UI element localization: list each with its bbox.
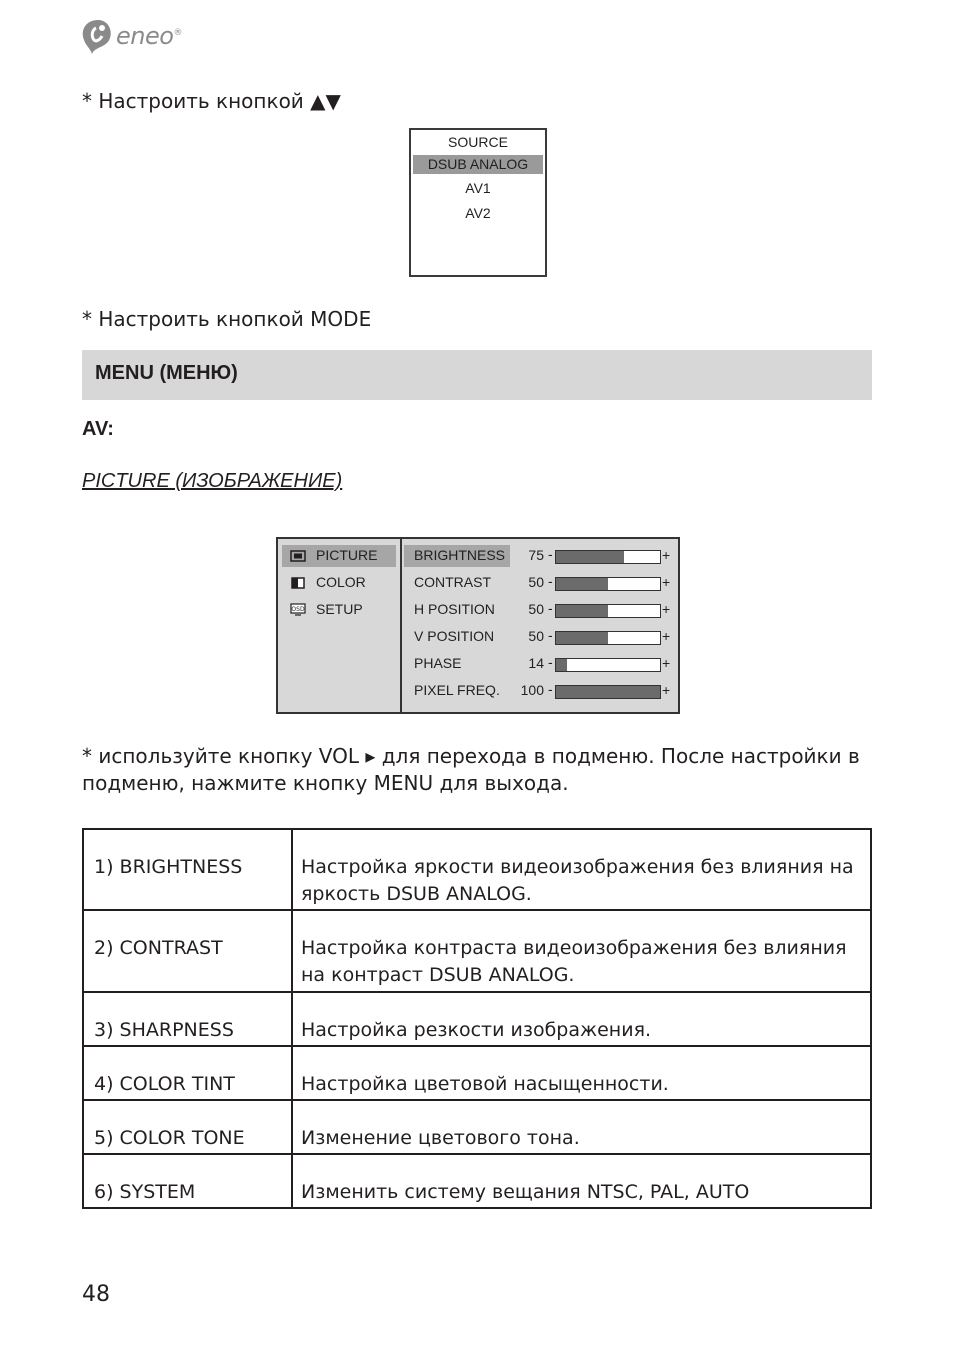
param-name: PIXEL FREQ. [414, 682, 500, 698]
eneo-logo-icon [80, 18, 116, 58]
plus-icon: + [662, 547, 671, 563]
osd-setup-icon [290, 603, 306, 617]
slider-fill [556, 578, 608, 590]
param-value: 50 [528, 601, 544, 617]
sidebar-label: SETUP [316, 601, 363, 617]
param-name: PHASE [414, 655, 462, 671]
param-name: BRIGHTNESS [414, 547, 506, 563]
minus-icon: - [548, 573, 553, 589]
av-label: AV: [82, 418, 114, 440]
sidebar-item-picture[interactable] [282, 545, 396, 567]
color-icon [290, 577, 306, 589]
plus-icon: + [662, 601, 671, 617]
table-desc: Настройка контраста видеоизображения без влияния на контраст DSUB ANALOG. [292, 910, 871, 992]
table-desc: Изменить систему вещания NTSC, PAL, AUTO [292, 1154, 871, 1208]
logo-text: eneo® [116, 22, 182, 50]
plus-icon: + [662, 628, 671, 644]
slider-fill [556, 659, 567, 671]
table-row [83, 829, 871, 910]
minus-icon: - [548, 681, 553, 697]
param-slider[interactable] [555, 550, 661, 564]
minus-icon: - [548, 654, 553, 670]
param-slider[interactable] [555, 685, 661, 699]
source-item-dsub[interactable]: DSUB ANALOG [413, 155, 543, 174]
slider-fill [556, 605, 608, 617]
sidebar-label: PICTURE [316, 547, 378, 563]
param-name: V POSITION [414, 628, 495, 644]
param-v-position[interactable] [404, 626, 676, 648]
monitor-icon [290, 550, 306, 562]
table-key: 4) COLOR TINT [83, 1046, 292, 1100]
param-name: CONTRAST [414, 574, 491, 590]
table-key: 1) BRIGHTNESS [83, 829, 292, 910]
param-value: 100 [520, 682, 544, 698]
sidebar-label: COLOR [316, 574, 366, 590]
section-title: MENU (МЕНЮ) [95, 362, 238, 384]
sidebar-item-setup[interactable] [282, 599, 396, 621]
source-menu-title: SOURCE [448, 134, 508, 150]
table-key: 5) COLOR TONE [83, 1100, 292, 1154]
source-item-av2[interactable]: AV2 [465, 205, 491, 221]
plus-icon: + [662, 682, 671, 698]
param-slider[interactable] [555, 631, 661, 645]
minus-icon: - [548, 546, 553, 562]
table-row [83, 1046, 871, 1100]
description-table [82, 828, 872, 1209]
slider-fill [556, 551, 624, 563]
table-desc: Настройка цветовой насыщенности. [292, 1046, 871, 1100]
source-menu [409, 128, 547, 277]
param-value: 75 [528, 547, 544, 563]
table-desc: Изменение цветового тона. [292, 1100, 871, 1154]
picture-title: PICTURE (ИЗОБРАЖЕНИЕ) [82, 470, 343, 492]
param-phase[interactable] [404, 653, 676, 675]
table-row [83, 1100, 871, 1154]
param-contrast[interactable] [404, 572, 676, 594]
minus-icon: - [548, 600, 553, 616]
param-value: 50 [528, 628, 544, 644]
osd-divider [400, 539, 402, 712]
param-h-position[interactable] [404, 599, 676, 621]
section-header [82, 350, 872, 400]
param-slider[interactable] [555, 577, 661, 591]
table-key: 3) SHARPNESS [83, 992, 292, 1046]
table-row [83, 1154, 871, 1208]
note-mode: * Настроить кнопкой MODE [82, 307, 372, 331]
param-value: 14 [528, 655, 544, 671]
source-item-av1[interactable]: AV1 [465, 180, 491, 196]
table-desc: Настройка яркости видеоизображения без влияния на яркость DSUB ANALOG. [292, 829, 871, 910]
param-pixel-freq[interactable] [404, 680, 676, 702]
osd-menu [276, 537, 680, 714]
table-key: 2) CONTRAST [83, 910, 292, 992]
sidebar-item-color[interactable] [282, 572, 396, 594]
page-number: 48 [82, 1282, 110, 1307]
param-brightness[interactable] [404, 545, 676, 567]
plus-icon: + [662, 574, 671, 590]
note-arrows: * Настроить кнопкой ▲▼ [82, 89, 341, 113]
eneo-logo [80, 16, 190, 60]
plus-icon: + [662, 655, 671, 671]
param-name: H POSITION [414, 601, 495, 617]
param-slider[interactable] [555, 604, 661, 618]
table-row [83, 992, 871, 1046]
table-row [83, 910, 871, 992]
table-desc: Настройка резкости изображения. [292, 992, 871, 1046]
param-slider[interactable] [555, 658, 661, 672]
instruction-text: * используйте кнопку VOL ▸ для перехода в подменю. После настройки в подменю, нажмите кнопку MENU для выхода. [82, 744, 860, 795]
minus-icon: - [548, 627, 553, 643]
param-value: 50 [528, 574, 544, 590]
slider-fill [556, 686, 660, 698]
svg-text:OSD: OSD [291, 606, 305, 613]
slider-fill [556, 632, 608, 644]
table-key: 6) SYSTEM [83, 1154, 292, 1208]
